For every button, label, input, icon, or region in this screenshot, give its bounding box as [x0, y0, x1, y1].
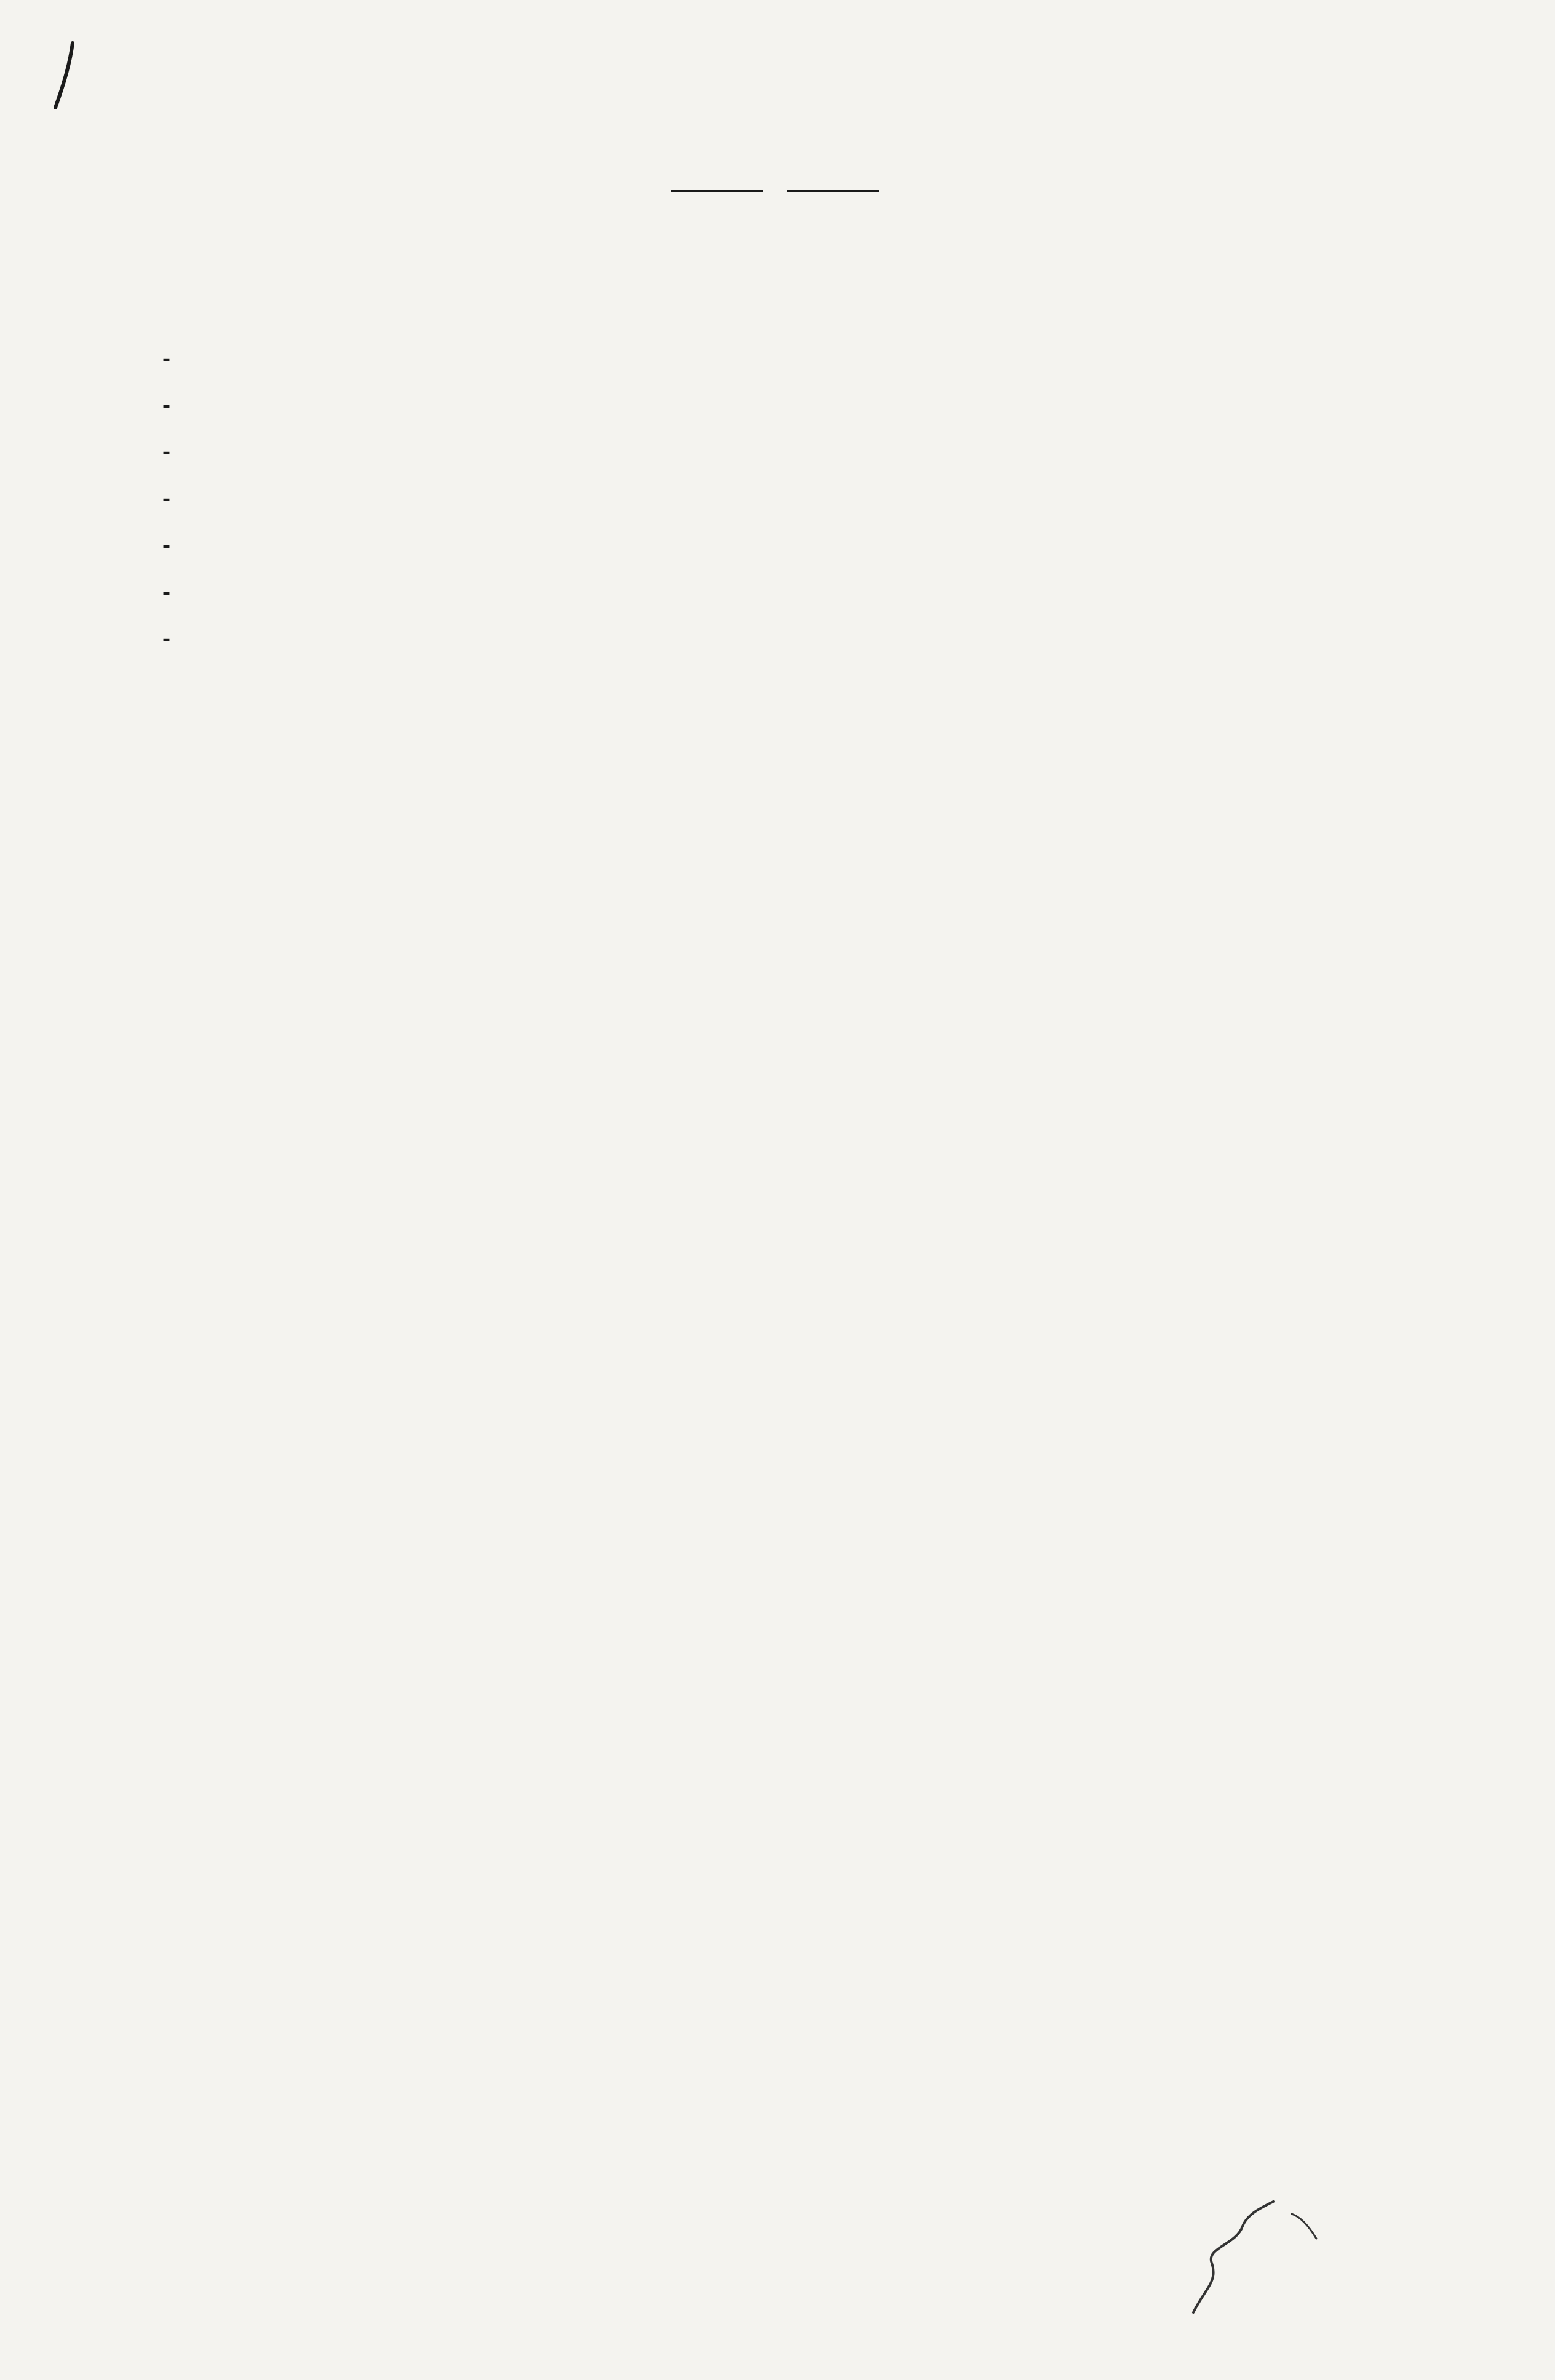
handwritten-scribble-mark: [1169, 2189, 1329, 2325]
bullet-list: [160, 344, 1513, 654]
bullet-dash: -: [160, 581, 173, 606]
bullet-dash: -: [160, 488, 173, 512]
bullet-item: [160, 391, 1513, 421]
bullet-dash: -: [160, 628, 173, 653]
header-rule-left: [671, 190, 763, 192]
bullet-item: [160, 485, 1513, 514]
bullet-item: [160, 531, 1513, 561]
bullet-dash: -: [160, 394, 173, 419]
bullet-dash: -: [160, 534, 173, 559]
header-sub-line: [584, 178, 966, 206]
bullet-dash: -: [160, 347, 173, 372]
bullet-item: [160, 625, 1513, 654]
bullet-item: [160, 438, 1513, 467]
handwritten-stroke-mark: [43, 37, 80, 117]
bullet-item: [160, 578, 1513, 608]
header-rule-right: [787, 190, 879, 192]
bullet-item: [160, 344, 1513, 374]
bullet-dash: -: [160, 441, 173, 466]
document-body: [160, 307, 1513, 679]
